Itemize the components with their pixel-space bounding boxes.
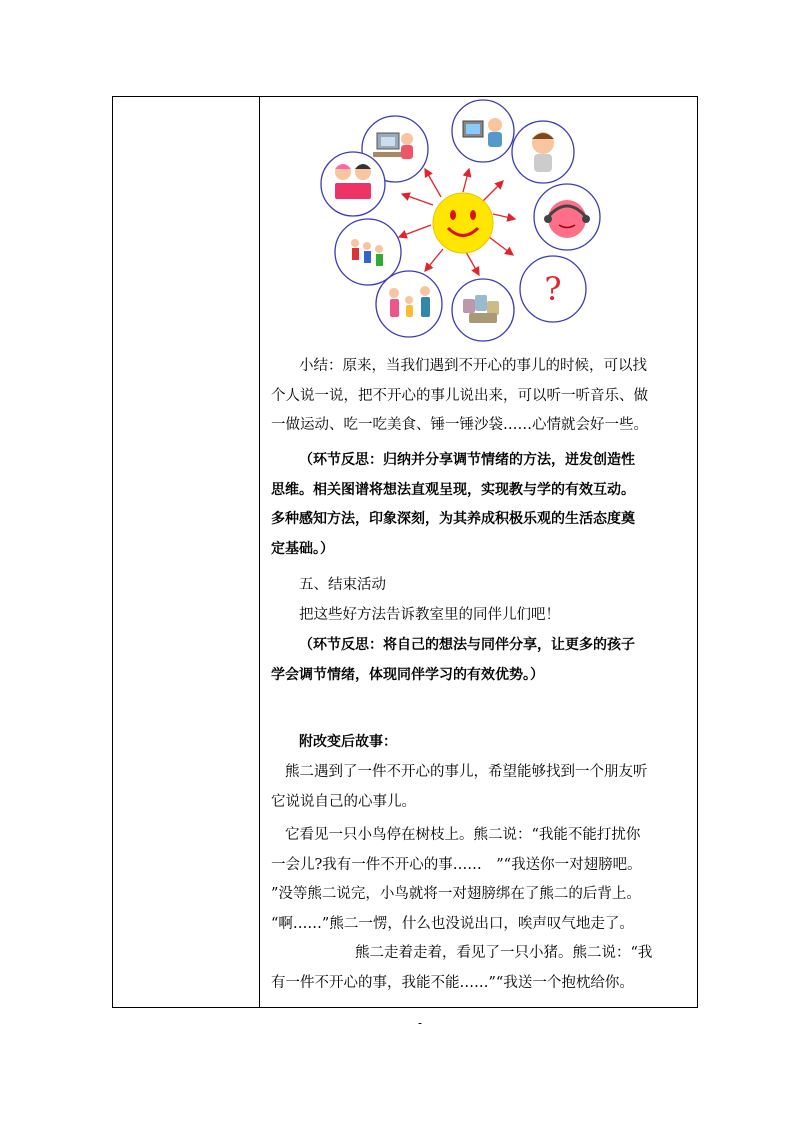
arrow xyxy=(483,181,503,201)
story-line: 熊二走着走着，看见了一只小猪。熊二说：“我 xyxy=(355,945,653,961)
reflection-2 xyxy=(271,631,691,690)
story-title-block xyxy=(271,728,691,758)
friends-running-icon xyxy=(335,219,401,285)
story-body xyxy=(271,758,691,998)
reflection-line: 思维。相关图谱将想法直观呈现，实现教与学的有效互动。 xyxy=(271,481,635,498)
question-mark: ? xyxy=(544,270,562,308)
column-divider xyxy=(259,97,260,1007)
story-title: 附改变后故事： xyxy=(299,734,397,750)
story-line: “啊……”熊二一愣，什么也没说出口，唉声叹气地走了。 xyxy=(271,915,634,932)
story-line: 一会儿?我有一件不开心的事…… ”“我送你一对翅膀吧。 xyxy=(271,856,642,873)
summary-line: 小结：原来，当我们遇到不开心的事儿的时候，可以找 xyxy=(299,358,647,374)
family-walk-icon xyxy=(376,271,442,337)
listening-music-icon xyxy=(534,184,600,250)
reading-books-icon xyxy=(321,152,385,216)
story-line: 有一件不开心的事，我能不能……”“我送一个抱枕给你。 xyxy=(271,974,634,991)
story-line: ”没等熊二说完，小鸟就将一对翅膀绑在了熊二的后背上。 xyxy=(271,886,641,902)
arrow xyxy=(466,252,479,275)
summary-line: 一做运动、吃一吃美食、锤一锤沙袋……心情就会好一些。 xyxy=(271,417,648,433)
arrow xyxy=(399,225,431,237)
story-line: 它看见一只小鸟停在树枝上。熊二说：“我能不能打扰你 xyxy=(285,827,641,843)
watching-tv-icon xyxy=(452,100,514,162)
section-heading: 五、结束活动 xyxy=(299,577,386,593)
section-line: 把这些好方法告诉教室里的同伴儿们吧！ xyxy=(299,606,560,623)
reflection-line: 定基础。） xyxy=(271,540,334,557)
story-line: 它说说自己的心事儿。 xyxy=(271,793,416,810)
arrow xyxy=(463,169,469,192)
summary-line: 个人说一说，把不开心的事儿说出来，可以听一听音乐、做 xyxy=(271,387,648,404)
reflection-line: （环节反思：将自己的想法与同伴分享，让更多的孩子 xyxy=(299,637,635,653)
page-footer-mark: - xyxy=(418,1016,423,1030)
emotion-methods-diagram xyxy=(303,97,603,342)
reflection-line: （环节反思：归纳并分享调节情绪的方法，迸发创造性 xyxy=(299,452,635,468)
eating-icon xyxy=(512,121,574,183)
arrow xyxy=(425,249,443,271)
summary-section xyxy=(271,352,691,441)
reflection-1 xyxy=(271,446,691,564)
reflection-line: 多种感知方法，印象深刻，为其养成积极乐观的生活态度奠 xyxy=(271,511,635,527)
arrow xyxy=(402,194,433,205)
shopping-icon xyxy=(452,279,514,341)
lesson-table xyxy=(112,96,698,1008)
arrow xyxy=(425,169,441,197)
section-five xyxy=(271,571,691,630)
story-line: 熊二遇到了一件不开心的事儿，希望能够找到一个朋友听 xyxy=(285,764,648,780)
question-circle xyxy=(520,256,586,322)
arrow xyxy=(493,214,515,219)
arrow xyxy=(489,237,513,255)
smiley-sun-icon xyxy=(433,193,493,253)
reflection-line: 学会调节情绪，体现同伴学习的有效优势。） xyxy=(271,666,544,683)
